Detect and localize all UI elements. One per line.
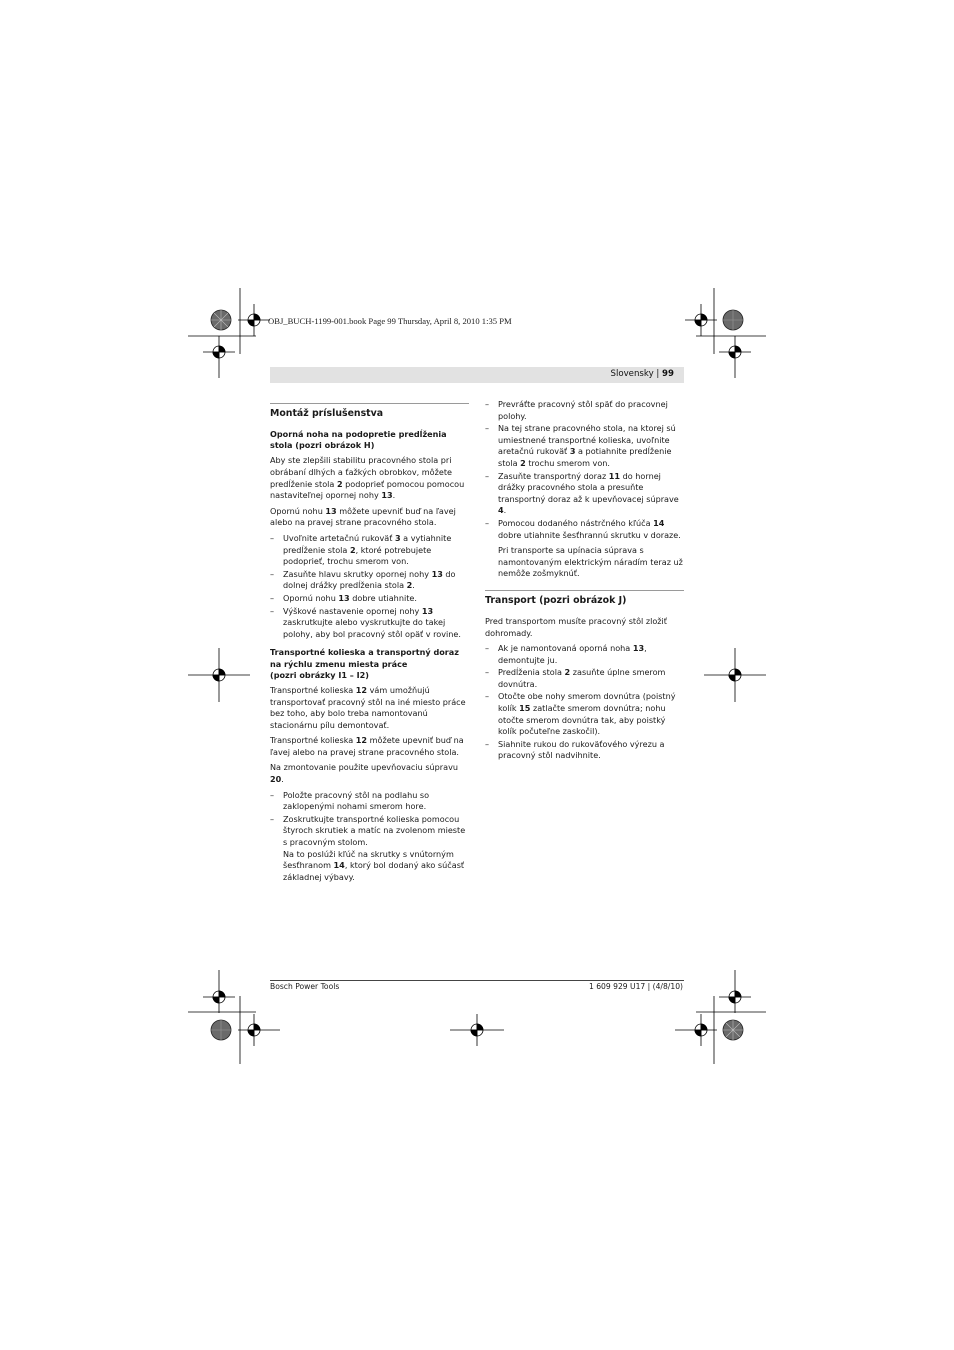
- footer-rule: [270, 980, 684, 981]
- instruction-list: [270, 790, 469, 884]
- list-item: – Ak je namontovaná oporná noha 13, demontujte ju.: [485, 643, 684, 666]
- list-item: – Predĺženia stola 2 zasuňte úplne smerom dovnútra.: [485, 667, 684, 690]
- color-swatch-top-right: [723, 310, 743, 330]
- list-item: – Uvoľnite artetačnú rukoväť 3 a vytiahnite predĺženie stola 2, ktoré potrebujete podoprieť, trochu smerom von.: [270, 533, 469, 568]
- header-language: Slovensky: [610, 369, 654, 379]
- instruction-list: [485, 399, 684, 541]
- list-item: – Zasuňte transportný doraz 11 do hornej drážky pracovného stola a presuňte transportný doraz až k upevňovacej súprave 4.: [485, 471, 684, 517]
- list-item: – Pomocou dodaného nástrčného kľúča 14 dobre utiahnite šesťhrannú skrutku v doraze.: [485, 518, 684, 541]
- crosshair-mark-mid-left: [188, 648, 250, 702]
- instruction-list: [270, 533, 469, 640]
- header-page-number: 99: [662, 369, 674, 379]
- color-swatch-top-left: [211, 310, 231, 330]
- list-item: – Opornú nohu 13 dobre utiahnite.: [270, 593, 469, 605]
- page-header-bar: [270, 367, 684, 383]
- list-item: – Výškové nastavenie opornej nohy 13 zaskrutkujte alebo vyskrutkujte do takej polohy, aby bol pracovný stôl opäť v rovine.: [270, 606, 469, 641]
- crosshair-mark-bottom-right-b: [675, 1014, 717, 1046]
- header-separator: |: [656, 369, 660, 379]
- note-paragraph: Pri transporte sa upínacia súprava s namontovaným elektrickým náradím teraz už nemôže zošmyknúť.: [498, 545, 683, 579]
- paragraph: Transportné kolieska 12 môžete upevniť buď na ľavej alebo na pravej strane pracovného stola.: [270, 735, 464, 757]
- paragraph: Aby ste zlepšili stabilitu pracovného stola pri obrábaní dlhých a ťažkých obrobkov, môžete predĺženie stola 2 podoprieť pomocou pomocou nastaviteľnej opornej nohy 13.: [270, 455, 465, 501]
- list-item: – Položte pracovný stôl na podlahu so zaklopenými nohami smerom hore.: [270, 790, 469, 813]
- section-rule: [485, 590, 684, 591]
- footer-doc-number: 1 609 929 U17 | (4/8/10): [588, 982, 683, 991]
- list-item: – Siahnite rukou do rukoväťového výrezu a pracovný stôl nadvihnite.: [485, 739, 684, 762]
- page-header: [611, 369, 675, 379]
- color-swatch-bottom-left: [211, 1020, 231, 1040]
- color-swatch-bottom-right: [723, 1020, 743, 1040]
- subsection-title-transport-wheels: Transportné kolieska a transportný doraz na rýchlu zmenu miesta práce (pozri obrázky I1 – I2): [270, 647, 459, 680]
- list-item: – Zoskrutkujte transportné kolieska pomocou štyroch skrutiek a matíc na zvolenom mieste s pracovným stolom. Na to poslúži kľúč na skrutky s vnútorným šesťhranom 14, ktorý bol dodaný ako súčasť základnej výbavy.: [270, 814, 469, 884]
- paragraph: Transportné kolieska 12 vám umožňujú transportovať pracovný stôl na iné miesto práce bez toho, aby bolo treba namontovanú stacionárnu pílu demontovať.: [270, 684, 466, 730]
- list-item: – Otočte obe nohy smerom dovnútra (poistný kolík 15 zatlačte smerom dovnútra; nohu otočte smerom dovnútra tak, aby poistký kolík počuteľne zaskočil).: [485, 691, 684, 737]
- paragraph: Opornú nohu 13 môžete upevniť buď na ľavej alebo na pravej strane pracovného stola.: [270, 505, 456, 528]
- paragraph: Na zmontovanie použite upevňovaciu súpravu 20.: [270, 762, 459, 785]
- crosshair-mark-mid-right: [704, 648, 766, 702]
- list-item: – Zasuňte hlavu skrutky opornej nohy 13 do dolnej drážky predĺženia stola 2.: [270, 569, 469, 592]
- subsection-title-support-leg: Oporná noha na podopretie predĺženia stola (pozri obrázok H): [270, 429, 447, 451]
- section-rule: [270, 403, 469, 404]
- instruction-list: [485, 643, 684, 762]
- crosshair-mark-bottom-left-a: [203, 970, 235, 1013]
- book-info-line: OBJ_BUCH-1199-001.book Page 99 Thursday, April 8, 2010 1:35 PM: [268, 316, 512, 326]
- section-title-transport: Transport (pozri obrázok J): [485, 594, 627, 606]
- section-title-mounting: Montáž príslušenstva: [270, 408, 384, 419]
- crosshair-mark-bottom-left-b: [238, 1014, 280, 1046]
- list-item: – Prevráťte pracovný stôl späť do pracovnej polohy.: [485, 399, 684, 422]
- footer-publisher: Bosch Power Tools: [270, 982, 340, 991]
- crosshair-mark-top-left-b: [203, 336, 235, 378]
- right-column: [485, 399, 684, 766]
- crosshair-mark-top-right-b: [719, 336, 751, 378]
- list-item: – Na tej strane pracovného stola, na ktorej sú umiestnené transportné kolieska, uvoľnite aretačnú rukoväť 3 a potiahnite predĺženie stola 2 trochu smerom von.: [485, 423, 684, 469]
- crosshair-mark-top-left-a: [238, 304, 270, 336]
- crosshair-mark-bottom-center: [450, 1014, 504, 1046]
- crosshair-mark-top-right-a: [685, 304, 717, 336]
- paragraph: Pred transportom musíte pracovný stôl zložiť dohromady.: [485, 615, 667, 638]
- crosshair-mark-bottom-right-a: [719, 970, 751, 1013]
- left-column: [270, 403, 469, 887]
